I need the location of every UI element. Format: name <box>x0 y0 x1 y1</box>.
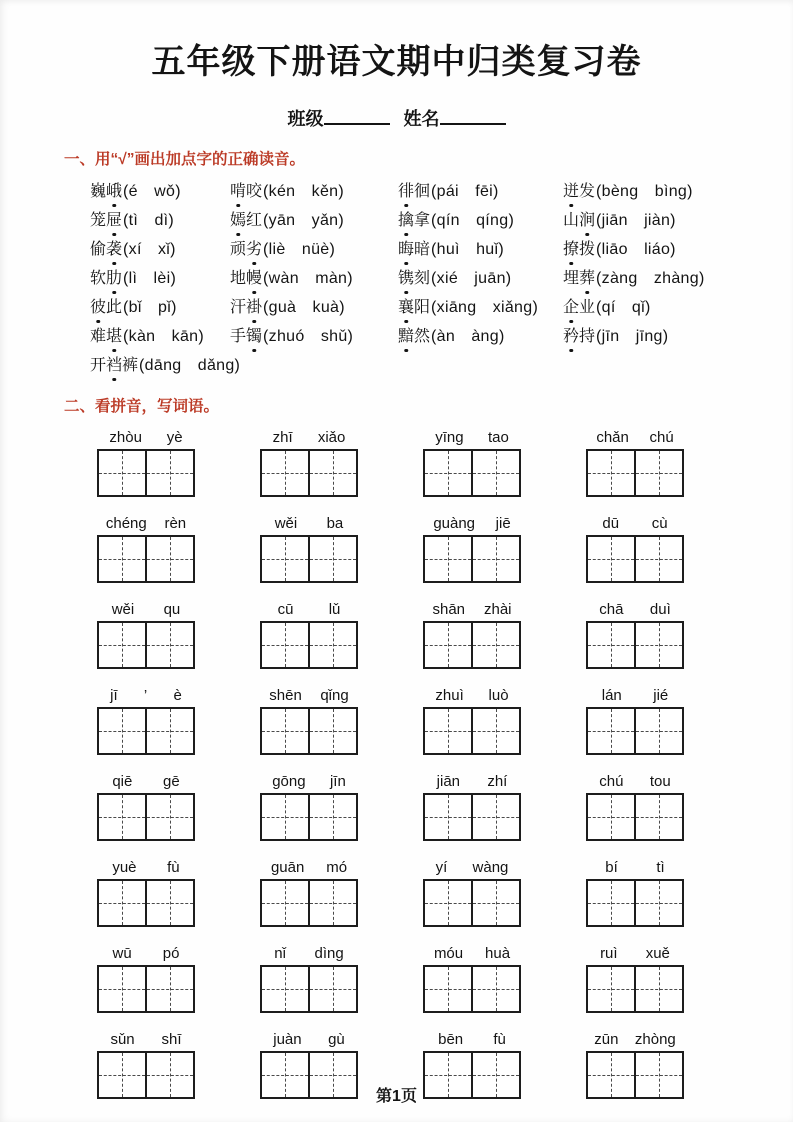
pinyin-word-unit <box>423 770 521 841</box>
writing-cell[interactable] <box>99 451 145 495</box>
word-with-dotted-char: 开裆裤 <box>90 357 138 374</box>
pinyin-word-unit <box>97 426 195 497</box>
writing-grid <box>423 449 521 497</box>
writing-cell[interactable] <box>425 967 471 1011</box>
writing-cell[interactable] <box>145 967 193 1011</box>
word-with-dotted-char: 晦暗 <box>398 241 430 258</box>
word-with-dotted-char: 擒拿 <box>398 212 430 229</box>
word-with-dotted-char: 彼此 <box>90 299 122 316</box>
pronunciation-item <box>90 178 230 201</box>
pronunciation-item <box>230 265 398 288</box>
pinyin-word-unit <box>97 512 195 583</box>
pinyin-label: guàng jiē <box>433 515 511 532</box>
writing-grid <box>260 707 358 755</box>
word-with-dotted-char: 矜持 <box>563 328 595 345</box>
writing-grid <box>586 965 684 1013</box>
writing-cell[interactable] <box>588 537 634 581</box>
pinyin-label: yuè fù <box>112 859 180 876</box>
word-with-dotted-char: 撩拨 <box>563 241 595 258</box>
writing-cell[interactable] <box>308 537 356 581</box>
pronunciation-item <box>230 236 398 259</box>
writing-grid <box>97 965 195 1013</box>
writing-cell[interactable] <box>262 537 308 581</box>
writing-grid <box>586 707 684 755</box>
pinyin-word-unit <box>586 512 684 583</box>
pinyin-label: yí wàng <box>435 859 509 876</box>
writing-grid <box>97 793 195 841</box>
pinyin-row <box>97 684 793 755</box>
pinyin-label: zhī xiǎo <box>272 429 346 446</box>
pinyin-options: (guà kuà) <box>263 299 345 316</box>
pronunciation-item <box>230 178 398 201</box>
pinyin-options: (zhuó shǔ) <box>263 328 354 345</box>
writing-cell[interactable] <box>145 537 193 581</box>
pinyin-label: bí tì <box>605 859 665 876</box>
pinyin-word-unit <box>423 856 521 927</box>
writing-cell[interactable] <box>634 709 682 753</box>
pinyin-word-unit <box>97 770 195 841</box>
pinyin-row <box>97 598 793 669</box>
writing-grid <box>423 535 521 583</box>
page-number: 第1页 <box>376 1088 417 1105</box>
pinyin-word-unit <box>260 942 358 1013</box>
pinyin-options: (qín qíng) <box>431 212 515 229</box>
pinyin-word-unit <box>423 426 521 497</box>
pinyin-options: (bèng bìng) <box>596 183 693 200</box>
writing-cell[interactable] <box>99 537 145 581</box>
writing-grid <box>423 965 521 1013</box>
pinyin-row <box>97 856 793 927</box>
pronunciation-item <box>230 323 398 346</box>
page-title: 五年级下册语文期中归类复习卷 <box>151 43 642 81</box>
pinyin-label: qiē gē <box>112 773 180 790</box>
pinyin-options: (zàng zhàng) <box>596 270 705 287</box>
word-with-dotted-char: 山涧 <box>563 212 595 229</box>
pinyin-word-unit <box>260 598 358 669</box>
word-with-dotted-char: 嫣红 <box>230 212 262 229</box>
writing-cell[interactable] <box>425 709 471 753</box>
pinyin-label: móu huà <box>433 945 511 962</box>
writing-cell[interactable] <box>99 795 145 839</box>
pinyin-label: wěi ba <box>274 515 344 532</box>
pinyin-options: (yān yǎn) <box>263 212 344 229</box>
pronunciation-item <box>563 207 793 230</box>
pinyin-label: wū pó <box>112 945 180 962</box>
pinyin-label: nǐ dìng <box>274 945 344 962</box>
section1-heading: 一、用“√”画出加点字的正确读音。 <box>64 151 306 168</box>
writing-grid <box>260 965 358 1013</box>
writing-cell[interactable] <box>425 795 471 839</box>
pinyin-label: bēn fù <box>438 1031 506 1048</box>
pinyin-word-unit <box>97 942 195 1013</box>
writing-cell[interactable] <box>425 881 471 925</box>
pinyin-word-unit <box>423 684 521 755</box>
pronunciation-item <box>398 265 563 288</box>
pinyin-word-unit <box>423 512 521 583</box>
writing-grid <box>586 535 684 583</box>
pinyin-label: gōng jīn <box>272 773 346 790</box>
writing-grid <box>97 707 195 755</box>
word-with-dotted-char: 汗褂 <box>230 299 262 316</box>
pinyin-word-unit <box>260 856 358 927</box>
pinyin-options: (xí xǐ) <box>123 241 176 258</box>
pinyin-label: ruì xuě <box>600 945 670 962</box>
pinyin-word-unit <box>586 770 684 841</box>
writing-cell[interactable] <box>425 451 471 495</box>
pinyin-label: jī ’ è <box>110 687 182 704</box>
writing-grid <box>97 621 195 669</box>
word-with-dotted-char: 啃咬 <box>230 183 262 200</box>
writing-cell[interactable] <box>145 709 193 753</box>
writing-grid <box>260 793 358 841</box>
pronunciation-item <box>230 207 398 230</box>
name-label: 姓名 <box>403 109 440 129</box>
pronunciation-item <box>398 236 563 259</box>
pinyin-label: chú tou <box>599 773 671 790</box>
writing-cell[interactable] <box>308 881 356 925</box>
writing-cell[interactable] <box>262 881 308 925</box>
writing-cell[interactable] <box>588 451 634 495</box>
word-with-dotted-char: 黯然 <box>398 328 430 345</box>
word-with-dotted-char: 埋葬 <box>563 270 595 287</box>
writing-cell[interactable] <box>99 967 145 1011</box>
writing-cell[interactable] <box>471 709 519 753</box>
pinyin-word-unit <box>586 684 684 755</box>
writing-grid <box>423 621 521 669</box>
pinyin-options: (pái fēi) <box>431 183 499 200</box>
pinyin-options: (lì lèi) <box>123 270 177 287</box>
writing-cell[interactable] <box>145 451 193 495</box>
writing-cell[interactable] <box>308 623 356 667</box>
pinyin-word-unit <box>97 684 195 755</box>
pinyin-row <box>97 426 793 497</box>
pinyin-word-unit <box>423 598 521 669</box>
pronunciation-item <box>563 236 793 259</box>
word-with-dotted-char: 难堪 <box>90 328 122 345</box>
writing-cell[interactable] <box>588 967 634 1011</box>
writing-grid <box>97 449 195 497</box>
pinyin-label: sǔn shī <box>110 1031 182 1048</box>
writing-cell[interactable] <box>308 451 356 495</box>
writing-grid <box>97 879 195 927</box>
writing-cell[interactable] <box>471 881 519 925</box>
pinyin-word-unit <box>260 426 358 497</box>
writing-cell[interactable] <box>471 451 519 495</box>
writing-cell[interactable] <box>145 623 193 667</box>
pinyin-options: (bǐ pǐ) <box>123 299 177 316</box>
writing-cell[interactable] <box>471 795 519 839</box>
pronunciation-item <box>90 294 230 317</box>
writing-cell[interactable] <box>425 623 471 667</box>
pinyin-label: zūn zhòng <box>594 1031 676 1048</box>
pinyin-options: (jiān jiàn) <box>596 212 676 229</box>
pinyin-word-unit <box>97 598 195 669</box>
writing-grid <box>423 793 521 841</box>
pinyin-options: (xié juān) <box>431 270 512 287</box>
writing-cell[interactable] <box>308 709 356 753</box>
pronunciation-item <box>398 207 563 230</box>
pinyin-label: chā duì <box>599 601 671 618</box>
pronunciation-item <box>230 294 398 317</box>
writing-cell[interactable] <box>262 795 308 839</box>
pronunciation-item <box>90 352 241 375</box>
pinyin-word-unit <box>586 856 684 927</box>
writing-cell[interactable] <box>262 623 308 667</box>
writing-grid <box>260 879 358 927</box>
writing-grid <box>423 879 521 927</box>
writing-cell[interactable] <box>471 537 519 581</box>
writing-cell[interactable] <box>471 623 519 667</box>
pinyin-word-unit <box>260 684 358 755</box>
pinyin-label: wěi qu <box>111 601 181 618</box>
student-info-line <box>0 105 793 131</box>
pinyin-options: (liè nüè) <box>263 241 336 258</box>
pinyin-label: zhuì luò <box>435 687 509 704</box>
word-with-dotted-char: 襄阳 <box>398 299 430 316</box>
pinyin-word-unit <box>586 942 684 1013</box>
word-with-dotted-char: 笼屉 <box>90 212 122 229</box>
writing-cell[interactable] <box>308 795 356 839</box>
word-with-dotted-char: 偷袭 <box>90 241 122 258</box>
class-blank-field[interactable] <box>324 106 390 125</box>
pinyin-row <box>97 942 793 1013</box>
writing-cell[interactable] <box>634 967 682 1011</box>
word-with-dotted-char: 徘徊 <box>398 183 430 200</box>
pinyin-options: (qí qǐ) <box>596 299 651 316</box>
pinyin-options: (xiāng xiǎng) <box>431 299 539 316</box>
word-with-dotted-char: 地幔 <box>230 270 262 287</box>
writing-cell[interactable] <box>262 451 308 495</box>
writing-grid <box>586 449 684 497</box>
pinyin-label: chéng rèn <box>105 515 187 532</box>
writing-cell[interactable] <box>99 709 145 753</box>
pinyin-word-unit <box>586 426 684 497</box>
writing-grid <box>586 793 684 841</box>
pinyin-label: chǎn chú <box>596 429 674 446</box>
writing-grid <box>260 449 358 497</box>
pronunciation-item <box>90 236 230 259</box>
pinyin-label: juàn gù <box>273 1031 345 1048</box>
writing-grid <box>97 535 195 583</box>
pinyin-label: dū cù <box>602 515 668 532</box>
section1-items <box>90 175 793 378</box>
writing-cell[interactable] <box>588 709 634 753</box>
pinyin-options: (é wǒ) <box>123 183 181 200</box>
pinyin-label: lán jié <box>601 687 669 704</box>
writing-grid <box>423 707 521 755</box>
pronunciation-item <box>90 207 230 230</box>
class-label: 班级 <box>287 109 324 129</box>
pinyin-options: (wàn màn) <box>263 270 353 287</box>
pinyin-label: shān zhài <box>432 601 512 618</box>
word-with-dotted-char: 迸发 <box>563 183 595 200</box>
writing-cell[interactable] <box>425 537 471 581</box>
pinyin-row <box>97 512 793 583</box>
word-with-dotted-char: 巍峨 <box>90 183 122 200</box>
writing-grid <box>260 621 358 669</box>
writing-grid <box>586 879 684 927</box>
pinyin-word-unit <box>260 512 358 583</box>
pinyin-label: yīng tao <box>435 429 509 446</box>
pinyin-options: (liāo liáo) <box>596 241 676 258</box>
word-with-dotted-char: 镌刻 <box>398 270 430 287</box>
writing-cell[interactable] <box>634 451 682 495</box>
section2-heading: 二、看拼音，写词语。 <box>64 398 220 415</box>
pronunciation-item <box>398 294 563 317</box>
pinyin-word-unit <box>97 856 195 927</box>
word-with-dotted-char: 企业 <box>563 299 595 316</box>
pinyin-word-unit <box>260 770 358 841</box>
writing-cell[interactable] <box>145 795 193 839</box>
pronunciation-item <box>563 294 793 317</box>
writing-cell[interactable] <box>634 623 682 667</box>
word-with-dotted-char: 顽劣 <box>230 241 262 258</box>
writing-cell[interactable] <box>634 881 682 925</box>
writing-cell[interactable] <box>99 881 145 925</box>
pinyin-options: (dāng dǎng) <box>139 357 241 374</box>
pronunciation-item <box>563 178 793 201</box>
writing-cell[interactable] <box>588 795 634 839</box>
pinyin-options: (kàn kān) <box>123 328 204 345</box>
pinyin-word-unit <box>423 942 521 1013</box>
pinyin-options: (huì huǐ) <box>431 241 504 258</box>
writing-cell[interactable] <box>588 881 634 925</box>
writing-cell[interactable] <box>634 537 682 581</box>
pinyin-label: shēn qǐng <box>269 687 349 704</box>
pinyin-row <box>97 770 793 841</box>
pronunciation-item <box>563 265 793 288</box>
name-blank-field[interactable] <box>440 106 506 125</box>
pronunciation-item <box>90 323 230 346</box>
writing-grid <box>260 535 358 583</box>
word-with-dotted-char: 手镯 <box>230 328 262 345</box>
pinyin-options: (tì dì) <box>123 212 175 229</box>
pinyin-options: (jīn jīng) <box>596 328 669 345</box>
pronunciation-item <box>398 323 563 346</box>
writing-cell[interactable] <box>262 709 308 753</box>
pronunciation-item <box>398 178 563 201</box>
pinyin-options: (kén kěn) <box>263 183 344 200</box>
pinyin-options: (àn àng) <box>431 328 505 345</box>
pinyin-label: cū lǔ <box>277 601 341 618</box>
writing-grid <box>586 621 684 669</box>
pronunciation-item <box>90 265 230 288</box>
pinyin-label: zhòu yè <box>109 429 183 446</box>
pronunciation-item <box>563 323 793 346</box>
pinyin-label: jiān zhí <box>436 773 508 790</box>
writing-cell[interactable] <box>262 967 308 1011</box>
writing-cell[interactable] <box>471 967 519 1011</box>
writing-cell[interactable] <box>588 623 634 667</box>
writing-cell[interactable] <box>634 795 682 839</box>
pinyin-label: guān mó <box>270 859 348 876</box>
section2-rows <box>97 426 793 1099</box>
writing-cell[interactable] <box>308 967 356 1011</box>
pinyin-word-unit <box>586 598 684 669</box>
word-with-dotted-char: 软肋 <box>90 270 122 287</box>
writing-cell[interactable] <box>99 623 145 667</box>
writing-cell[interactable] <box>145 881 193 925</box>
